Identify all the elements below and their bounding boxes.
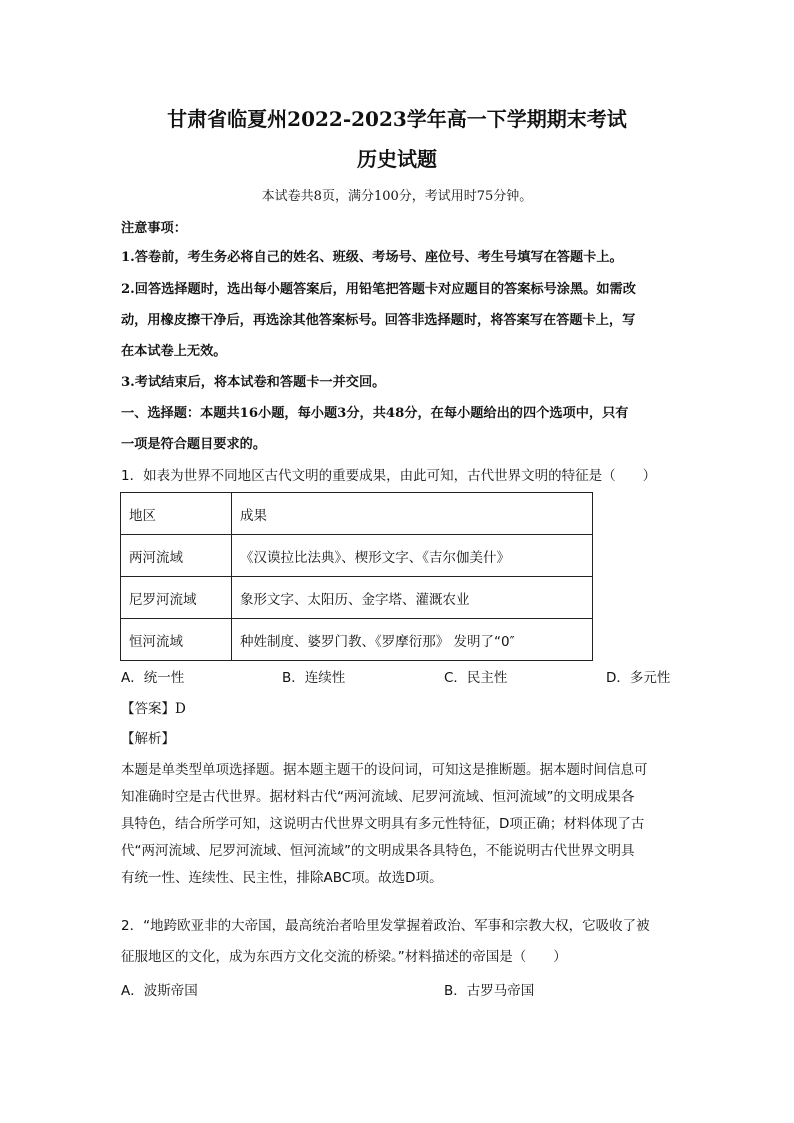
notice-item-1: 1.答卷前，考生务必将自己的姓名、班级、考场号、座位号、考生号填写在答题卡上。 [121, 250, 623, 265]
q1-answer: 【答案】D [121, 701, 186, 717]
table-row [121, 535, 593, 577]
notice-item-2-line-3: 在本试卷上无效。 [121, 344, 227, 359]
notice-item-3: 3.考试结束后，将本试卷和答题卡一并交回。 [121, 375, 386, 390]
q1-option-d: D．多元性 [606, 670, 671, 686]
q2-option-b: B．古罗马帝国 [444, 983, 535, 999]
table-cell: 《汉谟拉比法典》、楔形文字、《吉尔伽美什》 [232, 535, 593, 577]
notice-item-2-line-1: 2.回答选择题时，选出每小题答案后，用铅笔把答题卡对应题目的答案标号涂黑。如需改 [121, 282, 636, 297]
exam-subtitle: 历史试题 [357, 147, 437, 171]
q1-option-a: A．统一性 [121, 670, 185, 686]
section-heading-line-2: 一项是符合题目要求的。 [121, 437, 267, 452]
achievements-table [120, 492, 593, 661]
table-cell: 恒河流域 [121, 619, 232, 661]
q1-analysis-line: 具特色，结合所学可知，这说明古代世界文明具有多元性特征，D项正确；材料体现了古 [121, 816, 645, 832]
q1-option-c: C．民主性 [444, 670, 508, 686]
q1-analysis-line: 知准确时空是古代世界。据材料古代“两河流域、尼罗河流域、恒河流域”的文明成果各 [121, 789, 635, 805]
question-2-stem-line-1: 2．“地跨欧亚非的大帝国，最高统治者哈里发掌握着政治、军事和宗教大权，它吸收了被 [121, 918, 650, 934]
notice-heading: 注意事项： [121, 221, 187, 236]
q1-analysis-line: 代“两河流域、尼罗河流域、恒河流域”的文明成果各具特色，不能说明古代世界文明具 [121, 843, 635, 859]
table-cell: 两河流域 [121, 535, 232, 577]
table-header-row [121, 493, 593, 535]
q1-option-b: B．连续性 [282, 670, 346, 686]
q1-analysis-label: 【解析】 [121, 731, 175, 747]
question-2-stem-line-2: 征服地区的文化，成为东西方文化交流的桥梁。”材料描述的帝国是（ ） [121, 949, 567, 965]
q2-option-a: A．波斯帝国 [121, 983, 198, 999]
exam-title: 甘肃省临夏州2022-2023学年高一下学期期末考试 [167, 107, 627, 131]
q1-analysis-line: 本题是单类型单项选择题。据本题主题干的设问词，可知这是推断题。据本题时间信息可 [121, 762, 648, 778]
q1-analysis-line: 有统一性、连续性、民主性，排除ABC项。故选D项。 [121, 870, 443, 886]
table-header-cell: 成果 [232, 493, 593, 535]
table-row [121, 619, 593, 661]
table-cell: 种姓制度、婆罗门教、《罗摩衍那》 发明了“0″ [232, 619, 593, 661]
table-header-cell: 地区 [121, 493, 232, 535]
table-cell: 象形文字、太阳历、金字塔、灌溉农业 [232, 577, 593, 619]
section-heading-line-1: 一、选择题：本题共16小题，每小题3分，共48分，在每小题给出的四个选项中，只有 [121, 406, 629, 421]
table-row [121, 577, 593, 619]
question-1-stem: 1．如表为世界不同地区古代文明的重要成果，由此可知，古代世界文明的特征是（ ） [121, 468, 657, 484]
table-cell: 尼罗河流域 [121, 577, 232, 619]
notice-item-2-line-2: 动，用橡皮擦干净后，再选涂其他答案标号。回答非选择题时，将答案写在答题卡上，写 [121, 313, 636, 328]
exam-info: 本试卷共8页，满分100分，考试用时75分钟。 [261, 189, 533, 204]
